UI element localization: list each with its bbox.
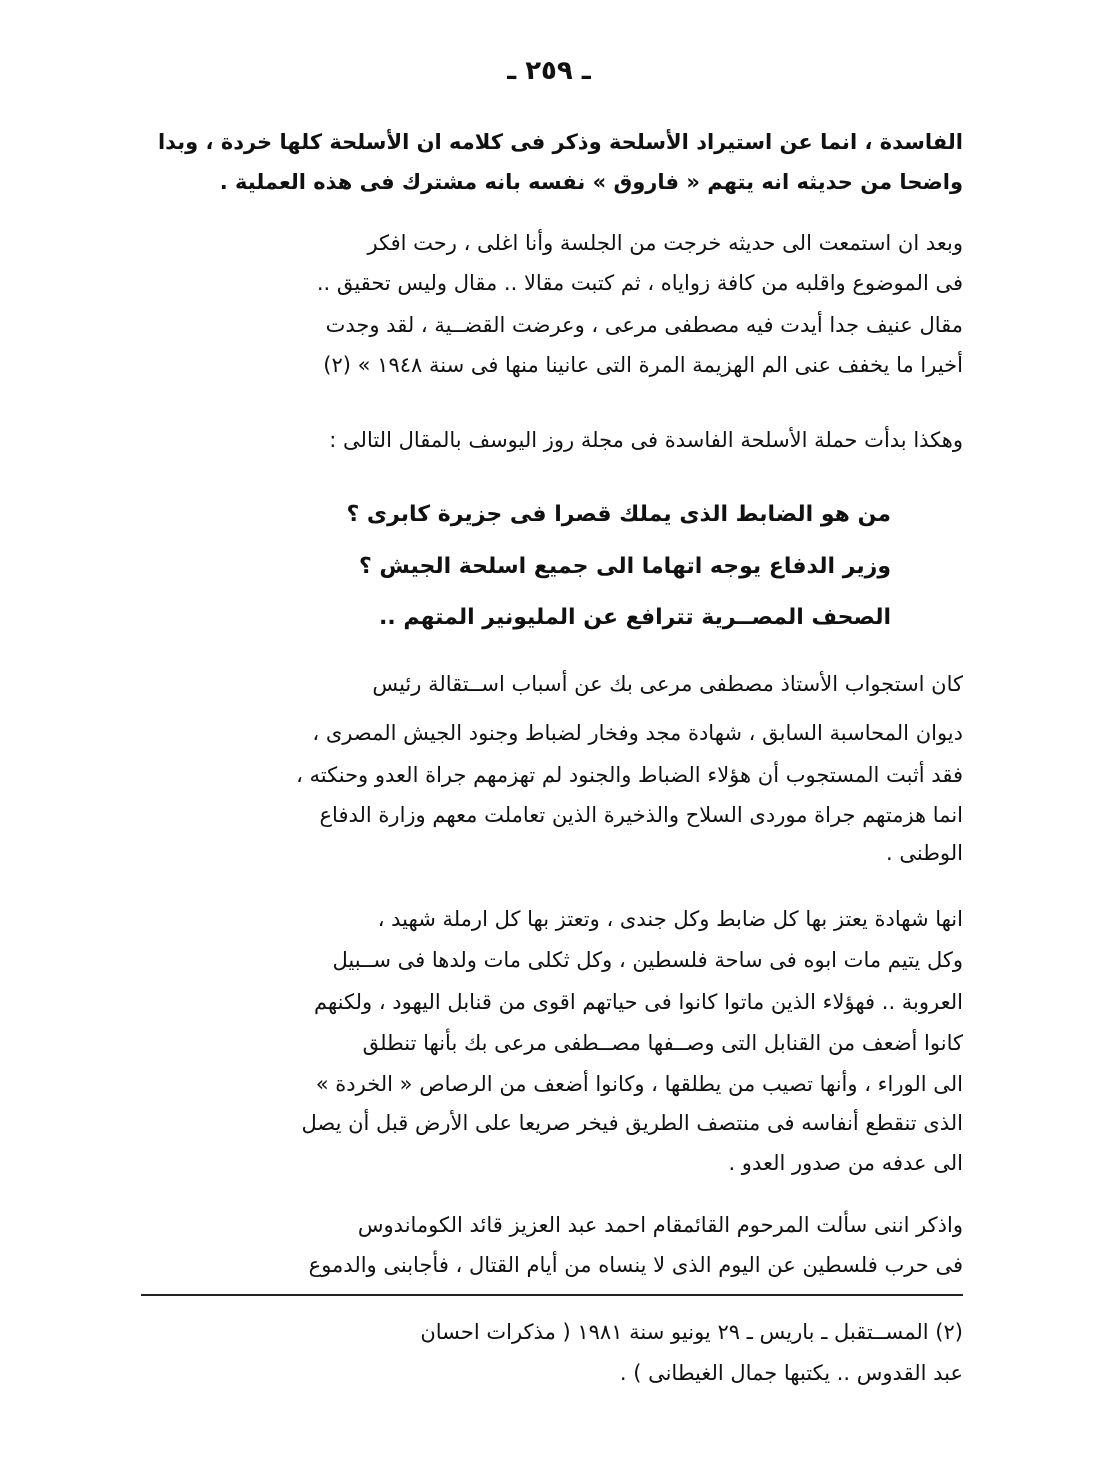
text-line: كان استجواب الأستاذ مصطفى مرعى بك عن أسباب اســتقالة رئيس	[372, 672, 963, 696]
text-line: ديوان المحاسبة السابق ، شهادة مجد وفخار لضباط وجنود الجيش المصرى ،	[312, 721, 963, 745]
footnote-separator	[141, 1294, 963, 1296]
text-line: العروبة .. فهؤلاء الذين ماتوا كانوا فى حياتهم اقوى من قنابل اليهود ، ولكنهم	[314, 990, 963, 1014]
text-line: انما هزمتهم جراة موردى السلاح والذخيرة الذين تعاملت معهم وزارة الدفاع	[319, 803, 963, 827]
text-line: مقال عنيف جدا أيدت فيه مصطفى مرعى ، وعرضت القضــية ، لقد وجدت	[325, 313, 963, 337]
article-headline: وزير الدفاع يوجه اتهاما الى جميع اسلحة الجيش ؟	[358, 554, 891, 579]
text-line: الى عدفه من صدور العدو .	[728, 1151, 963, 1175]
text-line: فقد أثبت المستجوب أن هؤلاء الضباط والجنود لم تهزمهم جراة العدو وحنكته ،	[296, 763, 963, 787]
text-line: الوطنى .	[886, 841, 963, 865]
text-line: وكل يتيم مات ابوه فى ساحة فلسطين ، وكل ثكلى مات ولدها فى ســبيل	[332, 948, 963, 972]
page-number: ـ ٢٥٩ ـ	[507, 56, 591, 86]
text-line: الذى تنقطع أنفاسه فى منتصف الطريق فيخر صريعا على الأرض قبل أن يصل	[301, 1111, 963, 1135]
footnote-line: عبد القدوس .. يكتبها جمال الغيطانى ) .	[619, 1361, 963, 1385]
footnote-line: (٢) المســتقبل ـ باريس ـ ٢٩ يونيو سنة ١٩٨١ ( مذكرات احسان	[420, 1320, 963, 1344]
article-headline: من هو الضابط الذى يملك قصرا فى جزيرة كابرى ؟	[346, 502, 891, 527]
article-headline: الصحف المصــرية تترافع عن المليونير المتهم ..	[378, 605, 891, 630]
text-line: كانوا أضعف من القنابل التى وصــفها مصــطفى مرعى بك بأنها تنطلق	[362, 1031, 963, 1055]
text-line: وبعد ان استمعت الى حديثه خرجت من الجلسة وأنا اغلى ، رحت افكر	[367, 231, 963, 255]
text-line: واذكر اننى سألت المرحوم القائمقام احمد عبد العزيز قائد الكوماندوس	[357, 1213, 963, 1237]
text-line: وهكذا بدأت حملة الأسلحة الفاسدة فى مجلة روز اليوسف بالمقال التالى :	[329, 428, 963, 452]
text-line: أخيرا ما يخفف عنى الم الهزيمة المرة التى عانينا منها فى سنة ١٩٤٨ » (٢)	[323, 353, 963, 377]
text-line: الفاسدة ، انما عن استيراد الأسلحة وذكر فى كلامه ان الأسلحة كلها خردة ، وبدا	[157, 130, 963, 154]
text-line: الى الوراء ، وأنها تصيب من يطلقها ، وكانوا أضعف من الرصاص « الخردة »	[315, 1072, 963, 1096]
text-line: فى الموضوع واقلبه من كافة زواياه ، ثم كتبت مقالا .. مقال وليس تحقيق ..	[316, 271, 963, 295]
text-line: فى حرب فلسطين عن اليوم الذى لا ينساه من أيام القتال ، فأجابنى والدموع	[308, 1253, 963, 1277]
text-line: انها شهادة يعتز بها كل ضابط وكل جندى ، وتعتز بها كل ارملة شهيد ،	[377, 907, 963, 931]
text-line: واضحا من حديثه انه يتهم « فاروق » نفسه بانه مشترك فى هذه العملية .	[219, 170, 963, 194]
